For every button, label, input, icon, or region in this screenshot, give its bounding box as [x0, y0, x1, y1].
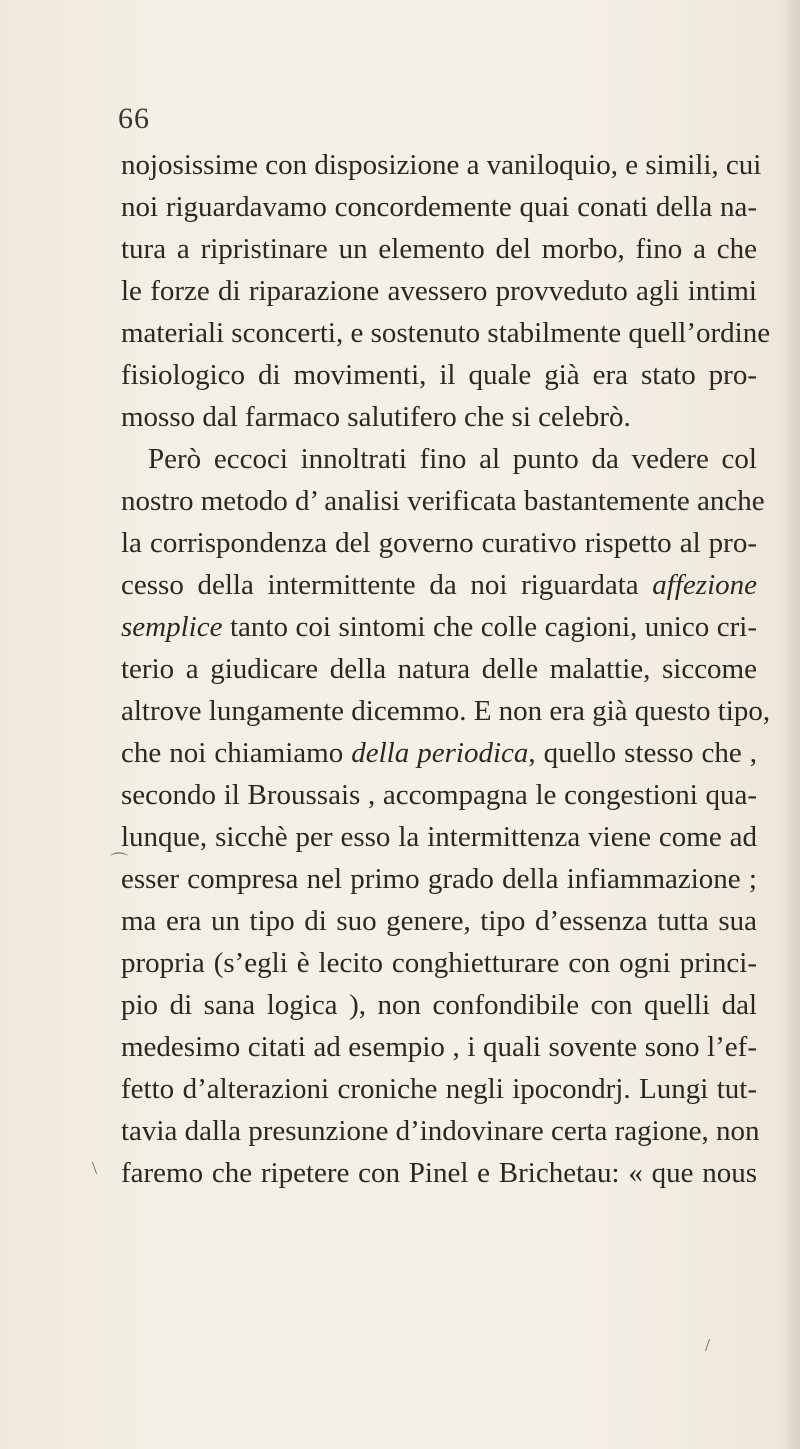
text-line: tura a ripristinare un elemento del morbo, fino a che: [121, 233, 757, 265]
ink-mark-decoration: /: [705, 1335, 711, 1355]
text-line: pio di sana logica ), non confondibile con quelli dal: [121, 989, 757, 1021]
text-line: medesimo citati ad esempio , i quali sovente sono l’ef-: [121, 1031, 757, 1063]
text-line: altrove lungamente dicemmo. E non era già questo tipo,: [121, 695, 771, 727]
text-line: materiali sconcerti, e sostenuto stabilmente quell’ordine: [121, 317, 771, 349]
italic-term: della periodica: [351, 737, 529, 769]
ink-mark-decoration: ⌒: [110, 852, 128, 872]
text-line: fetto d’alterazioni croniche negli ipocondrj. Lungi tut-: [121, 1073, 757, 1105]
text-line: esser compresa nel primo grado della infiammazione ;: [121, 863, 757, 895]
text-line: ma era un tipo di suo genere, tipo d’essenza tutta sua: [121, 905, 757, 937]
text-line: le forze di riparazione avessero provveduto agli intimi: [121, 275, 757, 307]
page-number: 66: [118, 102, 150, 135]
text-line: mosso dal farmaco salutifero che si celebrò.: [121, 401, 631, 433]
text-line: noi riguardavamo concordemente quai conati della na-: [121, 191, 757, 223]
text-line: fisiologico di movimenti, il quale già era stato pro-: [121, 359, 757, 391]
text-line: nostro metodo d’ analisi verificata bastantemente anche: [121, 485, 765, 517]
text-line: tavia dalla presunzione d’indovinare certa ragione, non: [121, 1115, 760, 1147]
text-line: Però eccoci innoltrati fino al punto da vedere col: [148, 443, 757, 475]
text-line: nojosissime con disposizione a vaniloquio, e simili, cui: [121, 149, 762, 181]
page-edge-shadow: [778, 0, 800, 1449]
text-line: semplice tanto coi sintomi che colle cagioni, unico cri-: [121, 611, 757, 643]
text-line: lunque, sicchè per esso la intermittenza viene come ad: [121, 821, 757, 853]
text-line: cesso della intermittente da noi riguardata affezione: [121, 569, 757, 601]
text-line: secondo il Broussais , accompagna le congestioni qua-: [121, 779, 757, 811]
italic-term: semplice: [121, 611, 223, 643]
text-line: la corrispondenza del governo curativo rispetto al pro-: [121, 527, 757, 559]
text-line: terio a giudicare della natura delle malattie, siccome: [121, 653, 757, 685]
text-line: che noi chiamiamo della periodica, quello stesso che ,: [121, 737, 757, 769]
text-line: faremo che ripetere con Pinel e Brichetau: « que nous: [121, 1157, 757, 1189]
ink-mark-decoration: \: [92, 1158, 98, 1178]
italic-term: affezione: [652, 569, 757, 601]
text-line: propria (s’egli è lecito conghietturare con ogni princi-: [121, 947, 757, 979]
